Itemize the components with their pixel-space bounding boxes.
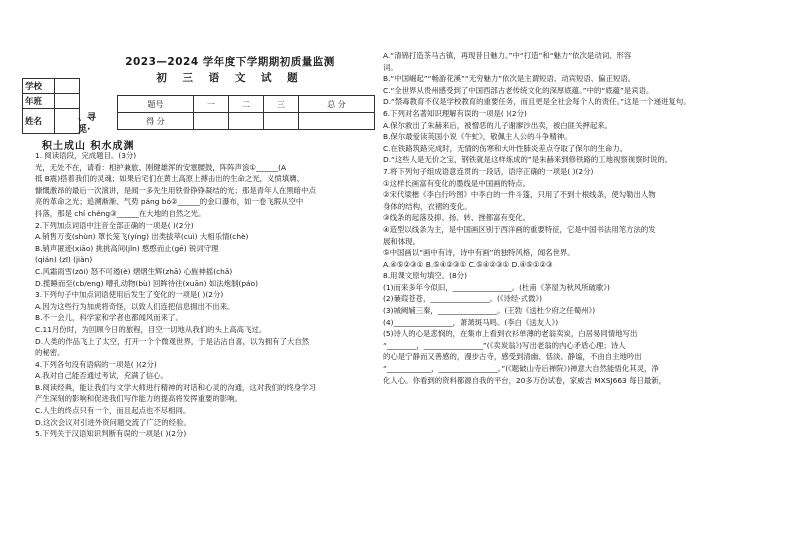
question-line: 慷慨激昂的最后一次演讲，是闻一多先生用铁骨铮铮凝结的光；那是青年人在黑暗中点	[35, 185, 316, 195]
question-line: B.不一会儿，科学家和学者也都闻风而来了。	[35, 313, 183, 323]
passage-title: 积土成山 积水成渊	[42, 141, 135, 152]
score-cell: 二	[228, 96, 263, 113]
question-line: 7.将下列句子组成语意连贯的一段话，语序正确的一项是( )(2分)	[383, 166, 594, 176]
question-line: A.“清锦打造茶马古镇，再现昔日魅力。”中“打造”和“魅力”依次是动词、形容	[383, 51, 632, 60]
question-line: 的秘密。	[35, 348, 65, 358]
question-line: B.“中国崛起”“畅游花溪”“无穷魅力”依次是主谓短语、动宾短语、偏正短语。	[383, 74, 636, 84]
question-line: “________，________________”(《卖炭翁》)写出老翁的内心矛盾心理；诗人	[383, 340, 626, 350]
school-label: 学校	[23, 79, 55, 94]
school-field[interactable]	[55, 79, 80, 94]
question-line: C.风霜雨雪(zōi) 怒不可遏(è) 熠熠生辉(zhā) 心旌神摇(chǎ)	[35, 266, 233, 276]
name-label: 姓名	[23, 109, 55, 134]
question-line: B.销声匿迹(xiāo) 挑挑高间(jǐn) 憨憨而止(gē) 锐词守理	[35, 243, 219, 253]
question-line: C.11月份时，为回顾今日的旅程，目空一切地从我们的头上高高飞过。	[35, 324, 267, 334]
question-line: D.人类的作品飞上了太空，打开一个个微观世界，于是沾沾自喜，以为拥有了大自然	[35, 336, 310, 346]
left-column	[35, 150, 375, 440]
score-cell: 一	[194, 96, 229, 113]
question-line: 产生深刻的影响和促进我们写作能力的提高将发挥重要的影响。	[35, 394, 242, 404]
question-line: B.阅读经典，能让我们与文学大师进行精神的对话和心灵的沟通，这对我们的终身学习	[35, 382, 316, 392]
exam-title: 2023—2024 学年度下学期期初质量监测	[125, 56, 335, 68]
question-line: ⑤中国画以“画中有诗，诗中有画”的独特风格，闻名世界。	[383, 248, 575, 258]
score-entry[interactable]	[194, 113, 229, 130]
right-column	[383, 50, 783, 386]
question-line: 3.下列句子中加点词语使用后发生了变化的一项是( )(2分)	[35, 290, 224, 300]
question-line: 抵 B震)搭着我们的灵魂；如果后宅们在黄土高原上搏击出的生命之光，义愤填膺、	[35, 174, 304, 184]
question-line: (2)蒹葭苍苍，________________。(《诗经·式微》)	[383, 294, 542, 304]
question-line: “____________，________________。”(《题破山寺后禅院》)禅意大自然能悟化其灵，净	[383, 364, 659, 374]
score-entry[interactable]	[298, 113, 374, 130]
question-line: 光，无处不在，请看：相护兼旅、刚健雄浑的安塞腰鼓，阵阵声浪①______(A	[35, 162, 287, 172]
question-line: ③线条的起落及抑、扬、转、挫都富有变化。	[383, 213, 531, 223]
question-line: D.这次会议对引进外资问题交流了广泛的经验。	[35, 417, 191, 427]
score-table-score-row	[118, 113, 375, 130]
question-line: C.“全世界从贵州感受到了中国西部古老传统文化的深厚底蕴。”中的“底蕴”是宾语。	[383, 85, 654, 95]
question-line: B.保尔最爱读英国小说《牛虻》，敬佩主人公的斗争精神。	[383, 132, 572, 142]
question-line: A.因为这些行为加虎将奇怪，以致人们连把信息拥出不出来。	[35, 301, 235, 311]
question-line: C.人生的终点只有一个，而且起点也不尽相同。	[35, 406, 191, 416]
question-line: 身体的结构，衣褶的变化。	[383, 201, 472, 211]
question-line: D.“这些人是无价之宝，钢铁就是这样炼成的”是朱赫来到修铁路的工地视察视察时说的。	[383, 155, 673, 165]
score-cell: 题号	[118, 96, 194, 113]
question-line: (3)城阙辅三秦，________________。(王勃《送杜少府之任蜀州》)	[383, 306, 596, 316]
question-line: 抖落，那是 chí chěng③______在大地的自然之光。	[35, 208, 206, 218]
score-entry[interactable]	[228, 113, 263, 130]
question-line: 展和体现。	[383, 236, 420, 246]
question-line: 6.下列对名著知识理解有误的一项是( )(2分)	[383, 108, 527, 118]
question-line: ①这样长画富有变化的墨线是中国画的特点。	[383, 178, 531, 188]
question-line: ④造型以线条为主，是中国画区别于西洋画的重要特征，它是中国书法用笔方法的发	[383, 224, 656, 234]
score-cell: 得 分	[118, 113, 194, 130]
class-label: 年班	[23, 94, 55, 109]
score-table-header-row	[118, 96, 375, 113]
question-line: 4.下列各句没有语病的一项是( )(2分)	[35, 359, 157, 369]
question-line: (1)而来多年今似旧，________________。(杜甫《茅屋为秋风所破歌》)	[383, 282, 610, 292]
question-line: 词。	[383, 62, 398, 72]
question-line: ②宋代梁楷《李白行吟图》中李白的一件斗篷，只用了不到十根线条，使勾勒出人物	[383, 190, 656, 200]
score-cell: 总 分	[298, 96, 374, 113]
question-line: D.“禁毒教育不仅是学校教育的重要任务，而且更是全社会每个人的责任。”这是一个递进复句。	[383, 97, 691, 107]
question-line: 1. 阅读语段，完成题目。(3分)	[35, 151, 137, 160]
question-line: 8.用课文原句填空。(8分)	[383, 271, 468, 281]
question-line: (qián) (zī) (jiàn)	[35, 255, 93, 265]
exam-subtitle: 初 三 语 文 试 题	[156, 72, 304, 84]
question-line: 2.下列加点词语中注音全部正确的一项是( )(2分)	[35, 220, 194, 230]
class-field[interactable]	[55, 94, 80, 109]
question-line: A.销售万变(shùn) 罩长笼飞(yíng) 出类拔萃(cuì) 大相乐情(chè)	[35, 232, 249, 242]
question-line: 化人心。你看到的资料都源自我的平台，20多万份试卷，家威吉 MXSJ663 每日最新，	[383, 375, 667, 385]
question-line: (4)________________，萧萧斑马鸣。(李白《送友人》)	[383, 317, 559, 327]
question-line: A.保尔救出了朱赫来后，被憎恶的儿子谢廖沙出卖，被白匪关押起来。	[383, 120, 612, 130]
name-field[interactable]	[55, 109, 80, 134]
score-table	[117, 95, 375, 130]
score-entry[interactable]	[263, 113, 298, 130]
question-line: A.我对自己能否通过考试，充满了信心。	[35, 371, 168, 381]
question-line: 的心是宁静而又善感的，漫步古寺，感受到清幽、恬淡、静谧，不由自主地吟出	[383, 352, 642, 362]
question-line: 亮的革命之光；追溯渐渐、气势 páng bó②______的金口瀑布，如一卷飞瑕从空中	[35, 197, 304, 207]
question-line: A.④⑤②③① B.⑤④②③① C.⑤④②③① D.④⑤①②③	[383, 259, 553, 269]
question-line: (5)诗人的心是悲悯的，在集市上看到衣衫单薄的老翁卖炭，白居易同情地写出	[383, 329, 638, 339]
student-info-box	[22, 78, 80, 134]
question-line: 5.下列关于汉语知识判断有误的一项是( )(2分)	[35, 429, 187, 439]
section-marker: 、寻 觅·	[78, 113, 97, 135]
score-cell: 三	[263, 96, 298, 113]
question-line: C.在铁路筑路完成时，无情的伤寒和大叶性肺炎差点夺取了保尔的生命力。	[383, 143, 628, 153]
question-line: D.揽睡而至(cb/eng) 嘈孔动物(bù) 回眸待往(xuān) 如法炮制(páo)	[35, 278, 258, 288]
